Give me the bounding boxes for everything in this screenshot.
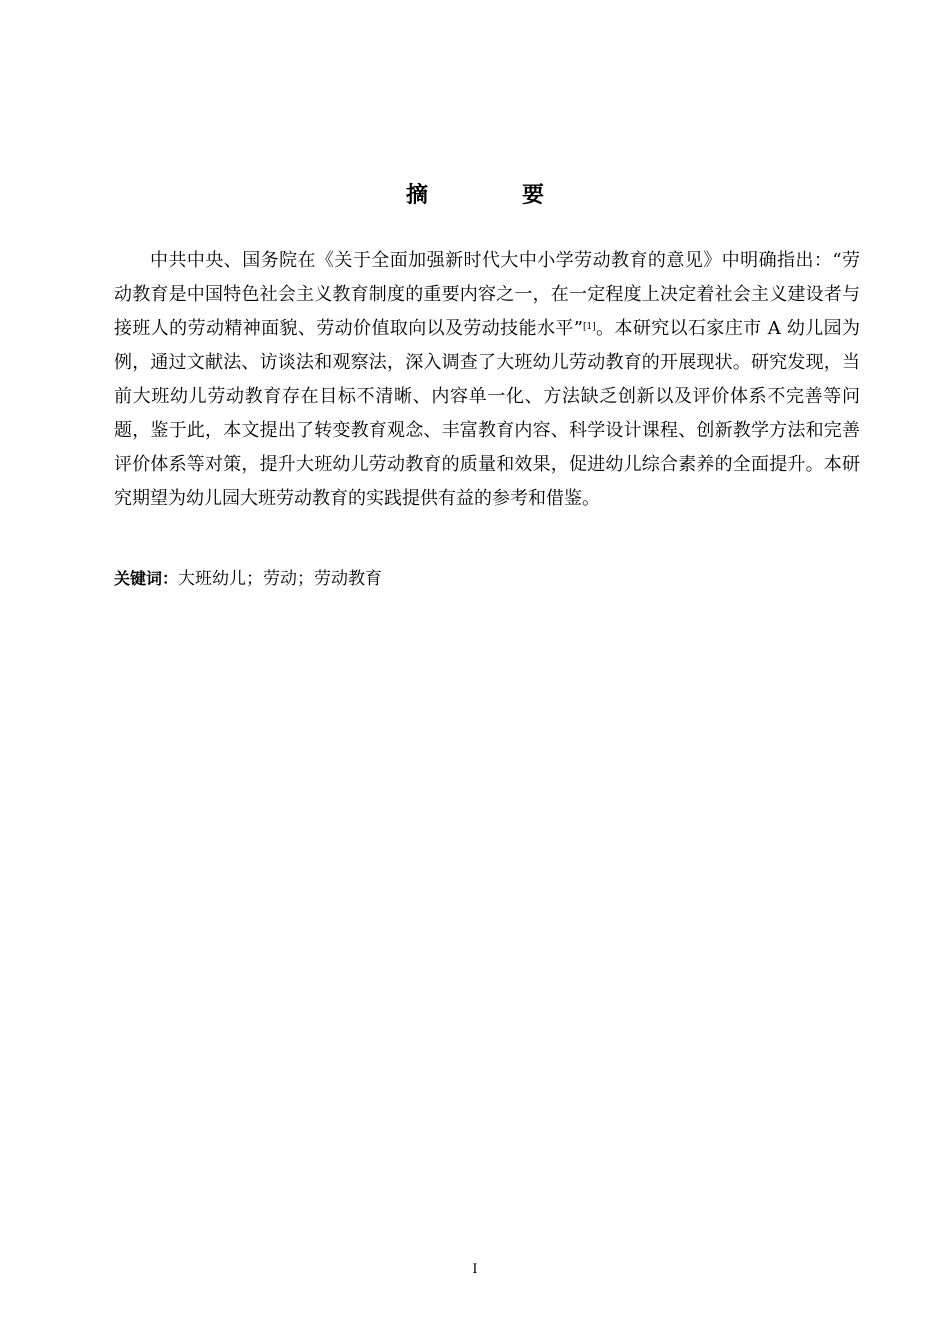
keywords-line: [114, 565, 860, 593]
citation-marker: [1]: [582, 322, 596, 332]
keywords-label: 关键词：: [114, 569, 179, 588]
page-number: I: [472, 1262, 478, 1277]
abstract-paragraph: [114, 244, 860, 516]
abstract-text-part2: 。本研究以石家庄市 A 幼儿园为例，通过文献法、访谈法和观察法，深入调查了大班幼儿劳动教育的开展现状。研究发现，当前大班幼儿劳动教育存在目标不清晰、内容单一化、方法缺乏创新以及评价体系不完善等问题，鉴于此，本文提出了转变教育观念、丰富教育内容、科学设计课程、创新教学方法和完善评价体系等对策，提升大班幼儿劳动教育的质量和效果，促进幼儿综合素养的全面提升。本研究期望为幼儿园大班劳动教育的实践提供有益的参考和借鉴。: [114, 318, 860, 509]
keywords-value: 大班幼儿；劳动；劳动教育: [178, 569, 383, 589]
abstract-text-part1: 中共中央、国务院在《关于全面加强新时代大中小学劳动教育的意见》中明确指出：“劳动教育是中国特色社会主义教育制度的重要内容之一，在一定程度上决定着社会主义建设者与接班人的劳动精神面貌、劳动价值取向以及劳动技能水平”: [114, 250, 860, 339]
page-title: 摘 要: [405, 183, 580, 208]
